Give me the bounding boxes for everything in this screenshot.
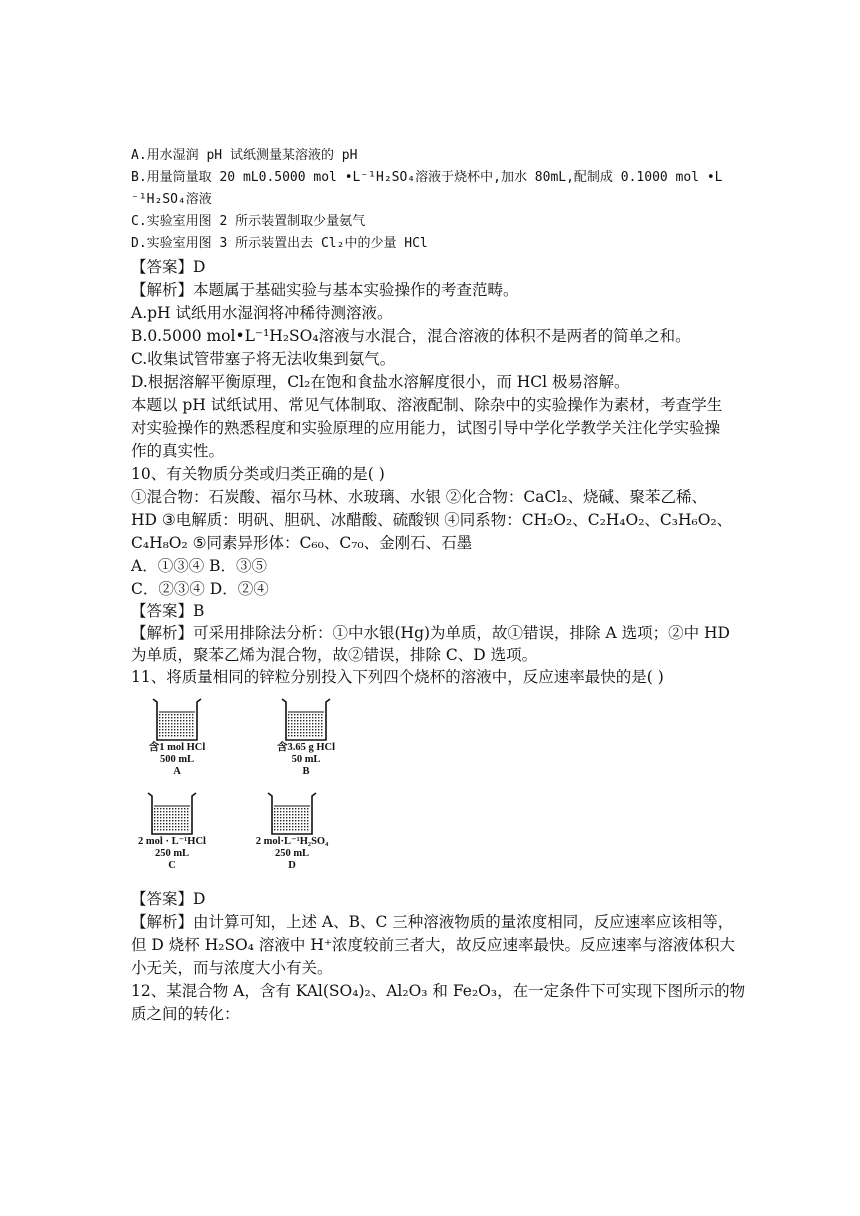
beaker-a-label1: 含1 mol HCl [148, 742, 206, 753]
beaker-c-label1: 2 mol · L⁻¹HCl [138, 836, 206, 847]
q11-analysis-line2: 但 D 烧杯 H₂SO₄ 溶液中 H⁺浓度较前三者大，故反应速率最快。反应速率与溶液体积大 [131, 936, 736, 954]
beaker-d-icon [262, 790, 322, 836]
beaker-c-label3: C [168, 860, 176, 871]
beaker-d-label2: 250 mL [274, 848, 310, 859]
q9-answer: 【答案】D [131, 258, 206, 276]
q12-stem-line1: 12、某混合物 A，含有 KAl(SO₄)₂、Al₂O₃ 和 Fe₂O₃，在一定条件下可实现下图所示的物 [131, 982, 746, 1000]
q10-choices-line1: A．①③④ B．③⑤ [131, 557, 268, 575]
q11-analysis-line3: 小无关，而与浓度大小有关。 [131, 959, 333, 977]
q9-option-b-line1: B.用量筒量取 20 mL0.5000 mol •L⁻¹H₂SO₄溶液于烧杯中,加水 80mL,配制成 0.1000 mol •L [131, 170, 723, 185]
beaker-c-icon [142, 790, 202, 836]
beaker-b-label1: 含3.65 g HCl [276, 742, 336, 753]
beaker-c [117, 790, 227, 872]
beaker-a [122, 696, 232, 778]
q9-option-b-line2: ⁻¹H₂SO₄溶液 [131, 192, 212, 207]
q10-analysis-line2: 为单质，聚苯乙烯为混合物，故②错误，排除 C、D 选项。 [131, 646, 538, 664]
q11-answer: 【答案】D [131, 890, 206, 908]
q9-summary-line1: 本题以 pH 试纸试用、常见气体制取、溶液配制、除杂中的实验操作为素材，考查学生 [131, 396, 723, 414]
beaker-b-icon [276, 696, 336, 742]
q9-analysis-b: B.0.5000 mol•L⁻¹H₂SO₄溶液与水混合，混合溶液的体积不是两者的简单之和。 [131, 327, 691, 345]
q12-stem-line2: 质之间的转化： [131, 1005, 240, 1023]
q9-analysis-c: C.收集试管带塞子将无法收集到氨气。 [131, 350, 396, 368]
q11-analysis-line1: 【解析】由计算可知，上述 A、B、C 三种溶液物质的量浓度相同，反应速率应该相等， [131, 913, 734, 931]
q9-analysis-d: D.根据溶解平衡原理，Cl₂在饱和食盐水溶解度很小，而 HCl 极易溶解。 [131, 373, 630, 391]
beaker-c-label2: 250 mL [154, 848, 190, 859]
q10-answer: 【答案】B [131, 602, 205, 620]
q10-line2: HD ③电解质：明矾、胆矾、冰醋酸、硫酸钡 ④同系物：CH₂O₂、C₂H₄O₂、C₃H₆O₂、 [131, 511, 733, 529]
q11-stem: 11、将质量相同的锌粒分别投入下列四个烧杯的溶液中，反应速率最快的是( ) [131, 668, 664, 686]
q9-analysis-a: A.pH 试纸用水湿润将冲稀待测溶液。 [131, 304, 393, 322]
q9-summary-line2: 对实验操作的熟悉程度和实验原理的应用能力，试图引导中学化学教学关注化学实验操 [131, 419, 721, 437]
beaker-a-label3: A [173, 766, 181, 777]
beaker-b [251, 696, 361, 778]
beaker-d [237, 790, 347, 872]
q10-choices-line2: C．②③④ D．②④ [131, 580, 269, 598]
q10-analysis-line1: 【解析】可采用排除法分析：①中水银(Hg)为单质，故①错误，排除 A 选项；②中 HD [131, 624, 730, 642]
beaker-d-label3: D [288, 860, 296, 871]
q9-option-c: C.实验室用图 2 所示装置制取少量氨气 [131, 214, 366, 229]
beaker-d-label1: 2 mol·L⁻¹H₂SO₄ [255, 836, 329, 847]
q10-line1: ①混合物：石炭酸、福尔马林、水玻璃、水银 ②化合物：CaCl₂、烧碱、聚苯乙稀、 [131, 488, 708, 506]
beaker-a-label2: 500 mL [159, 754, 195, 765]
q9-option-d: D.实验室用图 3 所示装置出去 Cl₂中的少量 HCl [131, 236, 428, 251]
q10-stem: 10、有关物质分类或归类正确的是( ) [131, 465, 385, 483]
q9-option-a: A.用水湿润 pH 试纸测量某溶液的 pH [131, 148, 358, 163]
q10-line3: C₄H₈O₂ ⑤同素异形体：C₆₀、C₇₀、金刚石、石墨 [131, 534, 473, 552]
beaker-b-label3: B [302, 766, 310, 777]
beaker-a-icon [147, 696, 207, 742]
q9-summary-line3: 作的真实性。 [131, 442, 225, 460]
beaker-b-label2: 50 mL [291, 754, 321, 765]
q9-analysis-title: 【解析】本题属于基础实验与基本实验操作的考查范畴。 [131, 281, 519, 299]
